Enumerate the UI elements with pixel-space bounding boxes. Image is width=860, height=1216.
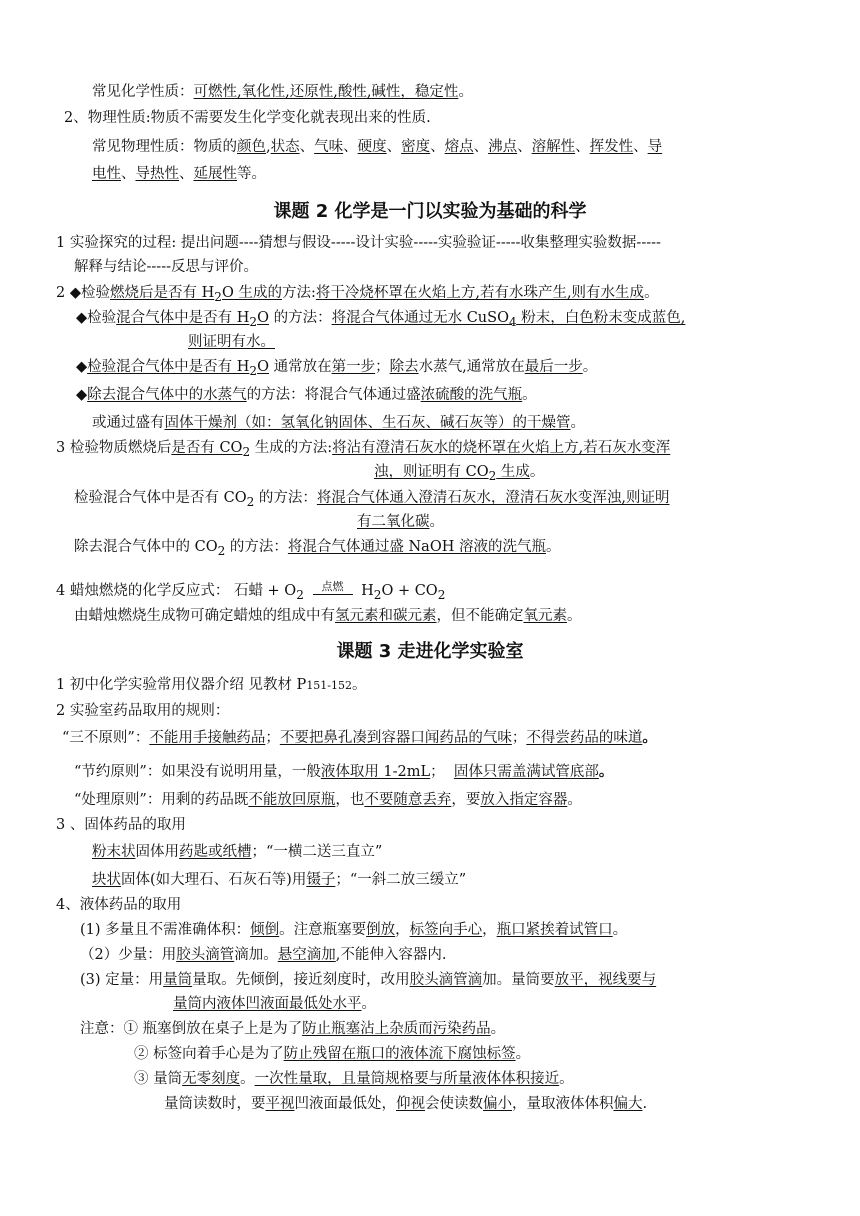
phys-props-line-2: 电性、导热性、延展性等。 [92, 166, 266, 182]
subscript: 4 [508, 314, 517, 329]
text: 滴加。 [234, 947, 278, 963]
text: 或通过盛有 [92, 415, 165, 431]
subscript: 2 [214, 289, 222, 304]
text: 1 初中化学实验常用仪器介绍 见教材 P [56, 677, 307, 693]
answer: 一次性量取，且量筒规格要与所量液体体积接近 [254, 1071, 560, 1087]
answer: 块状 [92, 872, 121, 888]
t2-item3-cont [374, 462, 544, 486]
answer: 胶头滴管滴 [409, 972, 483, 988]
text: 凹液面最低处， [294, 1096, 396, 1112]
answer: 瓶口紧挨着试管口 [496, 922, 613, 938]
text: H [361, 583, 374, 599]
t3-solid1 [92, 842, 382, 862]
answer: 氢元素和碳元素 [335, 608, 437, 624]
text: ◆检验 [76, 310, 117, 326]
answer: 固体干燥剂（如：氢氧化钠固体、生石灰、碱石灰等）的干燥管 [164, 415, 571, 431]
t2-item3b [74, 488, 670, 512]
answer: 粉末，白色粉末变成蓝色, [516, 310, 686, 326]
text: ,不能伸入容器内. [335, 947, 447, 963]
answer: 不要随意丢弃 [364, 792, 452, 808]
text: (3) 定量：用 [80, 972, 164, 988]
answer: 最后一步 [524, 359, 583, 375]
t2-item1-line2: 解释与结论-----反思与评价。 [74, 259, 258, 275]
phys-item: 熔点 [444, 139, 474, 155]
chem-props-line [92, 82, 473, 102]
punct: 。 [582, 359, 598, 375]
subscript: 2 [249, 363, 258, 378]
t3-liq3 [80, 970, 656, 990]
t2-item2b [76, 308, 685, 332]
text: ③ 量筒 [134, 1071, 183, 1087]
phys-props-line: 常见物理性质：物质的颜色,状态、气味、硬度、密度、熔点、沸点、溶解性、挥发性、导 [92, 139, 663, 155]
punct: 。 [529, 464, 545, 480]
punct: 。 [458, 84, 473, 100]
punct: 。 [515, 1046, 531, 1062]
punct: 。 [490, 1021, 506, 1037]
t3-rule2 [74, 762, 613, 782]
punct: 。 [570, 415, 585, 431]
answer: 浓硫酸的洗气瓶 [420, 387, 523, 403]
text: 检验混合气体中是否有 H [87, 359, 250, 375]
text: 混合气体中是否有 H [116, 310, 250, 326]
phys-item: 挥发性 [589, 139, 634, 155]
punct: ， [395, 922, 410, 938]
t3-note1 [80, 1019, 505, 1039]
text: 除去混合气体中的 CO [74, 539, 218, 555]
subscript: 2 [249, 314, 258, 329]
text: (1) 多量且不需准确体积： [80, 922, 251, 938]
punct: ； [430, 764, 454, 780]
text: “处理原则”：用剩的药品既 [74, 792, 249, 808]
answer: 胶头滴管 [176, 947, 235, 963]
punct: 。 [545, 539, 561, 555]
answer: 液体取用 1-2mL [320, 764, 431, 780]
punct: 。 [612, 922, 628, 938]
punct: 。 [598, 764, 614, 780]
answer: 第一步 [331, 359, 376, 375]
answer: 量筒 [163, 972, 193, 988]
text: 加。量筒要 [482, 972, 555, 988]
text: 燃烧后是否有 H [110, 285, 215, 301]
answer: 仰视 [396, 1096, 425, 1112]
punct: 。 [559, 1071, 574, 1087]
answer: 镊子 [306, 872, 336, 888]
text: O + CO [381, 583, 438, 599]
t2-item4-equation [56, 581, 445, 605]
text: 的方法：将混合气体通过盛 [246, 387, 421, 403]
text: 水蒸气,通常放在 [418, 359, 525, 375]
t3-note2 [134, 1044, 530, 1064]
punct: . [642, 1096, 648, 1112]
phys-item: 密度 [401, 139, 431, 155]
phys-item: 状态 [270, 139, 300, 155]
text: O [257, 310, 269, 326]
text: ；“一斜二放三缓立” [335, 872, 467, 888]
answer: 除去 [389, 359, 419, 375]
text: 方法: [281, 285, 316, 301]
punct: 。 [240, 1071, 255, 1087]
text: 。注意瓶塞要 [279, 922, 367, 938]
t2-item2 [56, 283, 659, 307]
text: ，但不能确定 [436, 608, 524, 624]
t3-solid2 [92, 870, 466, 890]
t3-l4: 4、液体药品的取用 [56, 897, 182, 913]
phys-item: 导热性 [135, 166, 179, 182]
text: 量取。先倾倒，接近刻度时，改用 [192, 972, 410, 988]
t3-l1 [56, 675, 367, 696]
text: 通常放在 [269, 359, 332, 375]
text: “节约原则”：如果没有说明用量，一般 [74, 764, 321, 780]
punct: 。 [642, 730, 657, 746]
chem-props-label: 常见化学性质： [92, 84, 194, 100]
phys-item: 颜色 [237, 139, 266, 155]
punct: 等。 [237, 166, 266, 182]
text: 检验混合气体中是否有 CO [74, 490, 247, 506]
text: 生成的方法: [250, 440, 333, 456]
text: ，也 [335, 792, 365, 808]
text: 的方法： [225, 539, 288, 555]
text: ，量取液体体积 [512, 1096, 614, 1112]
phys-item: 沸点 [488, 139, 518, 155]
text: ，要 [451, 792, 481, 808]
t2-item2c [76, 357, 597, 381]
subscript: 2 [217, 543, 226, 558]
t2-item2b-cont [188, 332, 275, 352]
punct: 。 [361, 996, 376, 1012]
t3-l3: 3 、固体药品的取用 [56, 817, 186, 833]
topic3-title: 课题 3 走进化学实验室 [336, 641, 524, 662]
text: 4 蜡烛燃烧的化学反应式： 石蜡 + O [56, 583, 297, 599]
text: 的方法： [269, 310, 332, 326]
t3-liq3-cont [173, 994, 376, 1014]
t2-item3b-cont [357, 512, 444, 532]
text: 注意：① 瓶塞倒放在桌子上是为了 [80, 1021, 303, 1037]
answer: 除去混合气体中的水蒸气 [87, 387, 247, 403]
answer: 将混合气体通过盛 NaOH 溶液的洗气瓶 [287, 539, 546, 555]
answer: 浊，则证明有 CO [374, 464, 489, 480]
text: 2 ◆检验 [56, 285, 110, 301]
answer: 悬空滴加 [277, 947, 336, 963]
answer: 防止残留在瓶口的液体流下腐蚀标签 [283, 1046, 516, 1062]
answer: 放入指定容器 [480, 792, 568, 808]
answer: 平视 [265, 1096, 295, 1112]
page-range: 151-152 [306, 679, 353, 692]
phys-item: 延展性 [193, 166, 237, 182]
t3-note3 [134, 1069, 574, 1089]
answer: 固体只需盖满试管底部 [453, 764, 599, 780]
punct: ； [511, 730, 527, 746]
answer: 量筒内液体凹液面最低处水平 [173, 996, 362, 1012]
answer: 将干冷烧杯罩在火焰上方,若有水珠产生,则有水生成 [315, 285, 645, 301]
punct: 。 [522, 387, 537, 403]
text: O [257, 359, 269, 375]
subscript: 2 [373, 587, 382, 602]
answer: 不得尝药品的味道 [526, 730, 643, 746]
reaction-condition: 点燃 [321, 580, 344, 593]
reaction-arrow [313, 580, 353, 595]
answer: 将沾有澄清石灰水的烧杯罩在火焰上方,若石灰水变浑 [332, 440, 671, 456]
answer: 不能用手接触药品 [149, 730, 266, 746]
answer: 无零刻度 [182, 1071, 241, 1087]
punct: 。 [567, 608, 582, 624]
answer: 粉末状 [92, 844, 136, 860]
phys-props-label: 常见物理性质：物质的 [92, 139, 237, 155]
text: 由蜡烛燃烧生成物可确定蜡烛的组成中有 [74, 608, 335, 624]
answer: 倒放 [366, 922, 396, 938]
text: 的方法： [254, 490, 317, 506]
answer: 标签向手心 [409, 922, 483, 938]
t3-liq1 [80, 920, 627, 940]
punct: 。 [567, 792, 582, 808]
text: 固体用 [135, 844, 179, 860]
answer: 防止瓶塞沾上杂质而污染药品 [302, 1021, 491, 1037]
text: “三不原则”： [62, 730, 150, 746]
t3-note4 [164, 1094, 647, 1114]
t2-item3c [74, 537, 560, 561]
t2-item3 [56, 438, 670, 462]
phys-item: 导 [647, 139, 663, 155]
t3-liq2 [80, 945, 446, 965]
answer: 倾倒 [250, 922, 280, 938]
t3-rule1 [62, 728, 657, 748]
text: （2）少量：用 [80, 947, 177, 963]
phys-item: 硬度 [357, 139, 387, 155]
phys-item: 溶解性 [531, 139, 576, 155]
t2-item2d [76, 385, 537, 405]
answer: 氧元素 [523, 608, 567, 624]
answer: 偏大 [613, 1096, 643, 1112]
text: 3 检验物质燃烧后 [56, 440, 172, 456]
t3-rule3 [74, 790, 582, 810]
t3-l2: 2 实验室药品取用的规则： [56, 703, 230, 719]
answer: 将混合气体通过无水 CuSO [331, 310, 509, 326]
phys-item: 电性 [92, 166, 121, 182]
answer: 药匙或纸槽 [179, 844, 252, 860]
answer: 不要把鼻孔凑到容器口闻药品的气味 [279, 730, 512, 746]
phys-item: 气味 [314, 139, 344, 155]
answer: 则证明有水。 [188, 334, 275, 350]
answer: 生成 [496, 464, 530, 480]
answer: 不能放回原瓶 [248, 792, 336, 808]
text: ；“一横二送三直立” [251, 844, 383, 860]
text: ◆ [76, 387, 88, 403]
text: ② 标签向着手心是为了 [134, 1046, 284, 1062]
text: 量筒读数时，要 [164, 1096, 266, 1112]
punct: 。 [644, 285, 659, 301]
answer: 偏小 [483, 1096, 512, 1112]
answer: 有二氧化碳 [357, 514, 430, 530]
t2-item4b [74, 606, 582, 626]
punct: 。 [429, 514, 444, 530]
t2-item1-line1: 1 实验探究的过程: 提出问题----猜想与假设-----设计实验-----实验验证-----收集整理实验数据----- [56, 235, 661, 251]
subscript: 2 [437, 587, 446, 602]
subscript: 2 [246, 494, 255, 509]
answer: 放平，视线要与 [554, 972, 657, 988]
subscript: 2 [488, 468, 497, 483]
punct: ； [265, 730, 280, 746]
text: ◆ [76, 359, 88, 375]
t2-item2e [92, 413, 585, 433]
punct: 。 [352, 677, 367, 693]
punct: ； [375, 359, 390, 375]
subscript: 2 [296, 587, 304, 602]
punct: ， [482, 922, 497, 938]
text: 会使读数 [425, 1096, 483, 1112]
text: O 生成的 [221, 285, 282, 301]
phys-def-line: 2、物理性质:物质不需要发生化学变化就表现出来的性质. [64, 110, 431, 126]
subscript: 2 [242, 444, 251, 459]
text: 是否有 CO [171, 440, 243, 456]
topic2-title: 课题 2 化学是一门以实验为基础的科学 [273, 201, 587, 222]
chem-props-list: 可燃性,氧化性,还原性,酸性,碱性，稳定性 [193, 84, 459, 100]
answer: 将混合气体通入澄清石灰水，澄清石灰水变浑浊,则证明 [316, 490, 670, 506]
text: 固体(如大理石、石灰石等)用 [121, 872, 307, 888]
